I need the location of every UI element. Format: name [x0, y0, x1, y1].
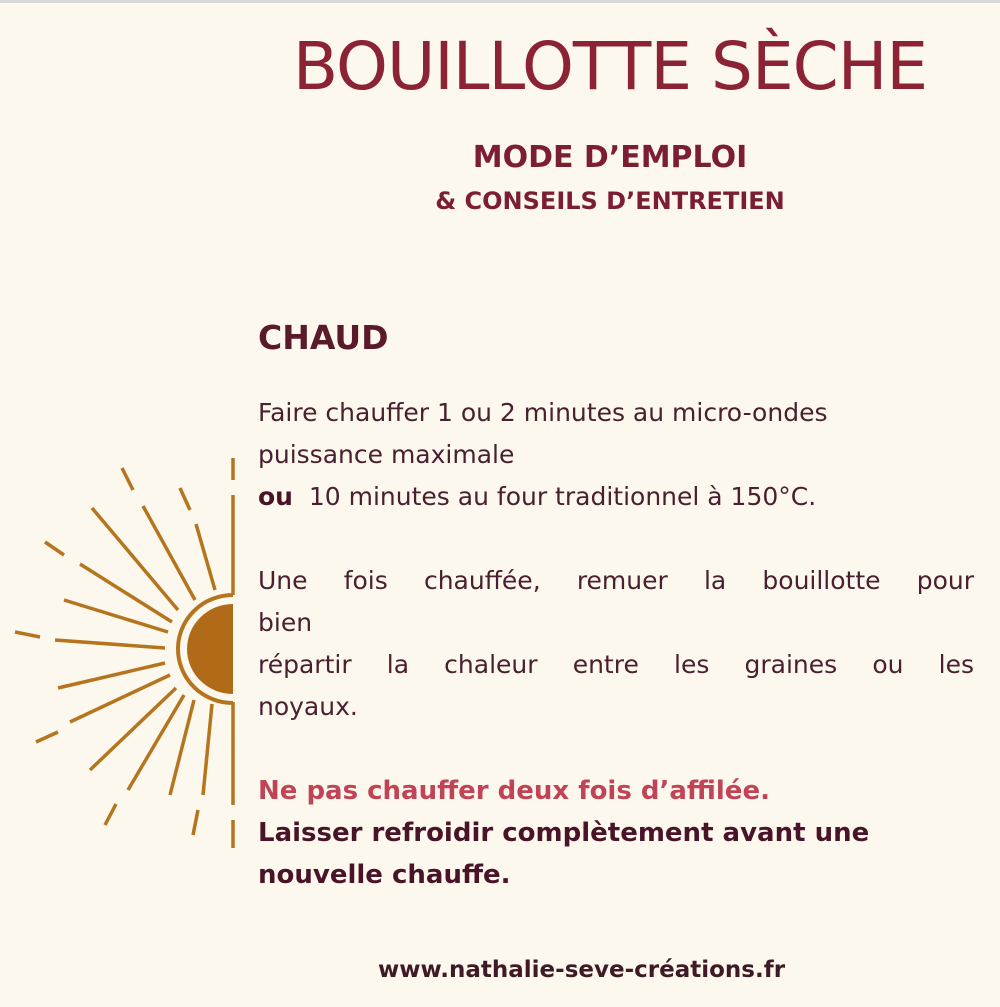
- instruction-line: [258, 476, 974, 518]
- instruction-line: Une fois chauffée, remuer la bouillotte pour: [258, 566, 974, 595]
- sun-ray: [180, 488, 190, 510]
- sun-ray: [122, 468, 133, 490]
- sun-ray: [45, 542, 64, 555]
- section-heading: CHAUD: [258, 318, 389, 357]
- subtitle-conseils: & CONSEILS D’ENTRETIEN: [435, 187, 785, 215]
- subtitle-mode-emploi: MODE D’EMPLOI: [472, 140, 748, 175]
- sun-ray: [196, 524, 215, 590]
- instruction-text: 10 minutes au four traditionnel à 150°C.: [292, 482, 817, 511]
- sun-ray: [193, 810, 198, 835]
- sun-ray: [55, 640, 165, 648]
- sun-ray: [105, 804, 116, 825]
- page-title: BOUILLOTTE SÈCHE: [292, 28, 928, 105]
- sun-ray: [92, 508, 178, 610]
- sun-ray: [15, 632, 40, 637]
- instruction-line: répartir la chaleur entre les graines ou les: [258, 650, 974, 679]
- sun-ray: [80, 564, 172, 622]
- warning-text: Ne pas chauffer deux fois d’affilée.: [258, 776, 770, 806]
- instruction-line: bien: [258, 608, 313, 637]
- sun-ray: [64, 600, 168, 632]
- instruction-line: Faire chauffer 1 ou 2 minutes au micro-ondes: [258, 398, 828, 427]
- sun-core: [187, 604, 233, 694]
- instruction-line: noyaux.: [258, 692, 358, 721]
- sun-ray: [36, 732, 58, 742]
- keyword-ou: ou: [258, 482, 293, 511]
- sun-ray: [203, 704, 212, 795]
- instructions-body: [258, 392, 974, 896]
- advice-text: Laisser refroidir complètement avant une nouvelle chauffe.: [258, 818, 870, 890]
- website-link[interactable]: www.nathalie-seve-créations.fr: [378, 957, 786, 983]
- top-border: [0, 0, 1000, 3]
- sun-ray: [143, 506, 195, 600]
- sun-icon: [0, 450, 245, 860]
- instruction-line: puissance maximale: [258, 440, 515, 469]
